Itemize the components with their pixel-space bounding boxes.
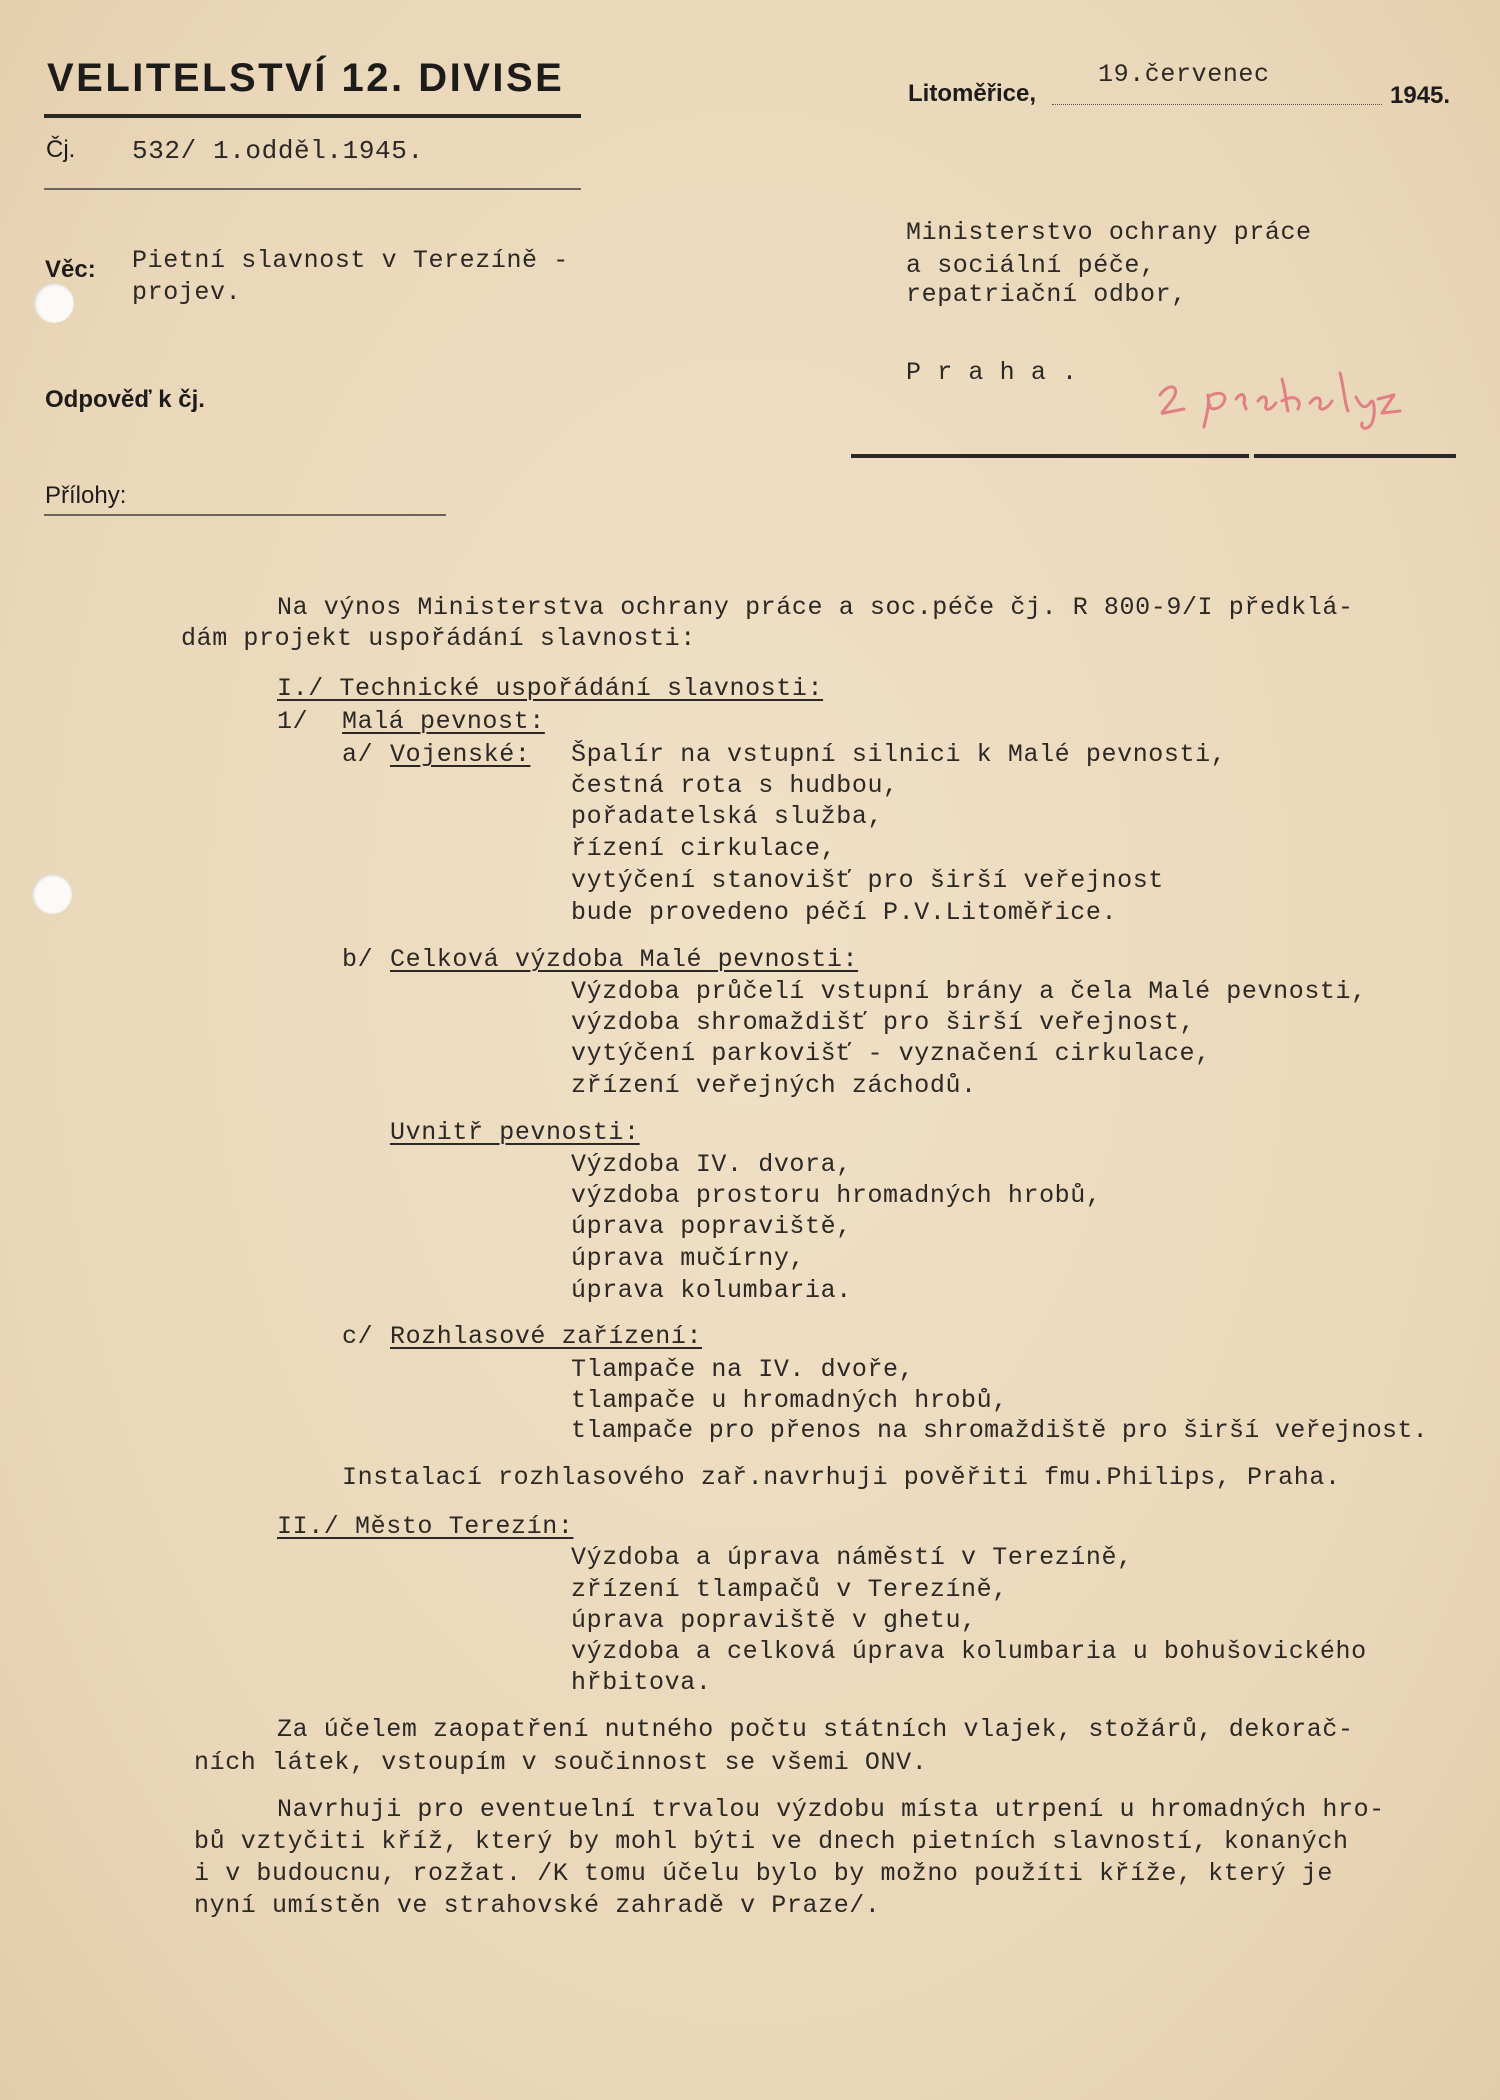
para-2-line-1: Navrhuji pro eventuelní trvalou výzdobu místa utrpení u hromadných hro- bbox=[277, 1795, 1385, 1824]
date-dotted-line bbox=[1052, 104, 1382, 105]
ref-label: Čj. bbox=[46, 136, 76, 163]
ref-value: 532/ 1.odděl.1945. bbox=[132, 136, 424, 166]
b-label: b/ bbox=[342, 945, 374, 974]
inside-heading: Uvnitř pevnosti: bbox=[390, 1118, 640, 1147]
a-line: bude provedeno péčí P.V.Litoměřice. bbox=[571, 898, 1118, 927]
section-1-heading: I./ Technické uspořádání slavnosti: bbox=[277, 674, 824, 703]
c-line: tlampače u hromadných hrobů, bbox=[571, 1386, 1008, 1415]
b-line: Výzdoba průčelí vstupní brány a čela Malé pevnosti, bbox=[571, 977, 1367, 1006]
para-2-line-4: nyní umístěn ve strahovské zahradě v Praze/. bbox=[194, 1891, 881, 1920]
subject-label: Věc: bbox=[45, 256, 96, 283]
s2-line: výzdoba a celková úprava kolumbaria u bohušovického bbox=[571, 1637, 1367, 1666]
para-1-line-2: ních látek, vstoupím v součinnost se všemi ONV. bbox=[194, 1748, 928, 1777]
recipient-line-1: Ministerstvo ochrany práce bbox=[906, 218, 1312, 247]
item-1-number: 1/ bbox=[277, 707, 309, 736]
c-line: Tlampače na IV. dvoře, bbox=[571, 1355, 915, 1384]
inside-line: úprava kolumbaria. bbox=[571, 1276, 852, 1305]
intro-line-2: dám projekt uspořádání slavnosti: bbox=[181, 624, 696, 653]
a-label: a/ bbox=[342, 740, 374, 769]
para-2-line-2: bů vztyčiti kříž, který by mohl býti ve dnech pietních slavností, konaných bbox=[194, 1827, 1349, 1856]
punch-hole-top bbox=[34, 283, 74, 323]
a-line: vytýčení stanovišť pro širší veřejnost bbox=[571, 866, 1164, 895]
a-line: pořadatelská služba, bbox=[571, 802, 884, 831]
b-heading: Celková výzdoba Malé pevnosti: bbox=[390, 945, 859, 974]
s2-line: hřbitova. bbox=[571, 1668, 712, 1697]
recipient-rule-left bbox=[851, 454, 1249, 458]
c-label: c/ bbox=[342, 1322, 374, 1351]
subject-line-1: Pietní slavnost v Terezíně - bbox=[132, 246, 569, 275]
s2-line: Výzdoba a úprava náměstí v Terezíně, bbox=[571, 1543, 1133, 1572]
b-line: vytýčení parkovišť - vyznačení cirkulace, bbox=[571, 1039, 1211, 1068]
a-line: Špalír na vstupní silnici k Malé pevnosti, bbox=[571, 740, 1227, 769]
c-heading: Rozhlasové zařízení: bbox=[390, 1322, 703, 1351]
attachments-rule bbox=[44, 514, 446, 516]
a-heading: Vojenské: bbox=[390, 740, 531, 769]
a-line: čestná rota s hudbou, bbox=[571, 771, 899, 800]
intro-line-1: Na výnos Ministerstva ochrany práce a soc.péče čj. R 800-9/I předklá- bbox=[277, 593, 1354, 622]
date-value: 19.červenec bbox=[1098, 60, 1270, 89]
b-line: zřízení veřejných záchodů. bbox=[571, 1071, 977, 1100]
s2-line: úprava popraviště v ghetu, bbox=[571, 1606, 977, 1635]
para-1-line-1: Za účelem zaopatření nutného počtu státních vlajek, stožárů, dekorač- bbox=[277, 1715, 1354, 1744]
inside-line: úprava popraviště, bbox=[571, 1212, 852, 1241]
b-line: výzdoba shromaždišť pro širší veřejnost, bbox=[571, 1008, 1196, 1037]
s2-line: zřízení tlampačů v Terezíně, bbox=[571, 1575, 1008, 1604]
recipient-rule-right bbox=[1254, 454, 1456, 458]
c-line: tlampače pro přenos na shromaždiště pro širší veřejnost. bbox=[571, 1416, 1428, 1445]
place-label: Litoměřice, bbox=[908, 80, 1037, 107]
attachments-label: Přílohy: bbox=[45, 482, 127, 509]
punch-hole-bottom bbox=[32, 874, 72, 914]
ref-rule bbox=[44, 188, 581, 190]
subject-line-2: projev. bbox=[132, 278, 242, 307]
section-2-heading: II./ Město Terezín: bbox=[277, 1512, 574, 1541]
para-2-line-3: i v budoucnu, rozžat. /K tomu účelu bylo by možno použíti kříže, který je bbox=[194, 1859, 1333, 1888]
a-line: řízení cirkulace, bbox=[571, 834, 837, 863]
inside-line: úprava mučírny, bbox=[571, 1244, 806, 1273]
reply-label: Odpověď k čj. bbox=[45, 386, 205, 413]
item-1-heading: Malá pevnost: bbox=[342, 707, 545, 736]
recipient-line-3: repatriační odbor, bbox=[906, 280, 1187, 309]
org-title: VELITELSTVÍ 12. DIVISE bbox=[47, 56, 565, 100]
install-line: Instalací rozhlasového zař.navrhuji pověřiti fmu.Philips, Praha. bbox=[342, 1463, 1341, 1492]
inside-line: výzdoba prostoru hromadných hrobů, bbox=[571, 1181, 1102, 1210]
year: 1945. bbox=[1390, 82, 1451, 109]
org-title-underline bbox=[44, 114, 581, 118]
recipient-city: P r a h a . bbox=[906, 358, 1078, 387]
recipient-line-2: a sociální péče, bbox=[906, 251, 1156, 280]
handwritten-note bbox=[1150, 365, 1420, 435]
inside-line: Výzdoba IV. dvora, bbox=[571, 1150, 852, 1179]
